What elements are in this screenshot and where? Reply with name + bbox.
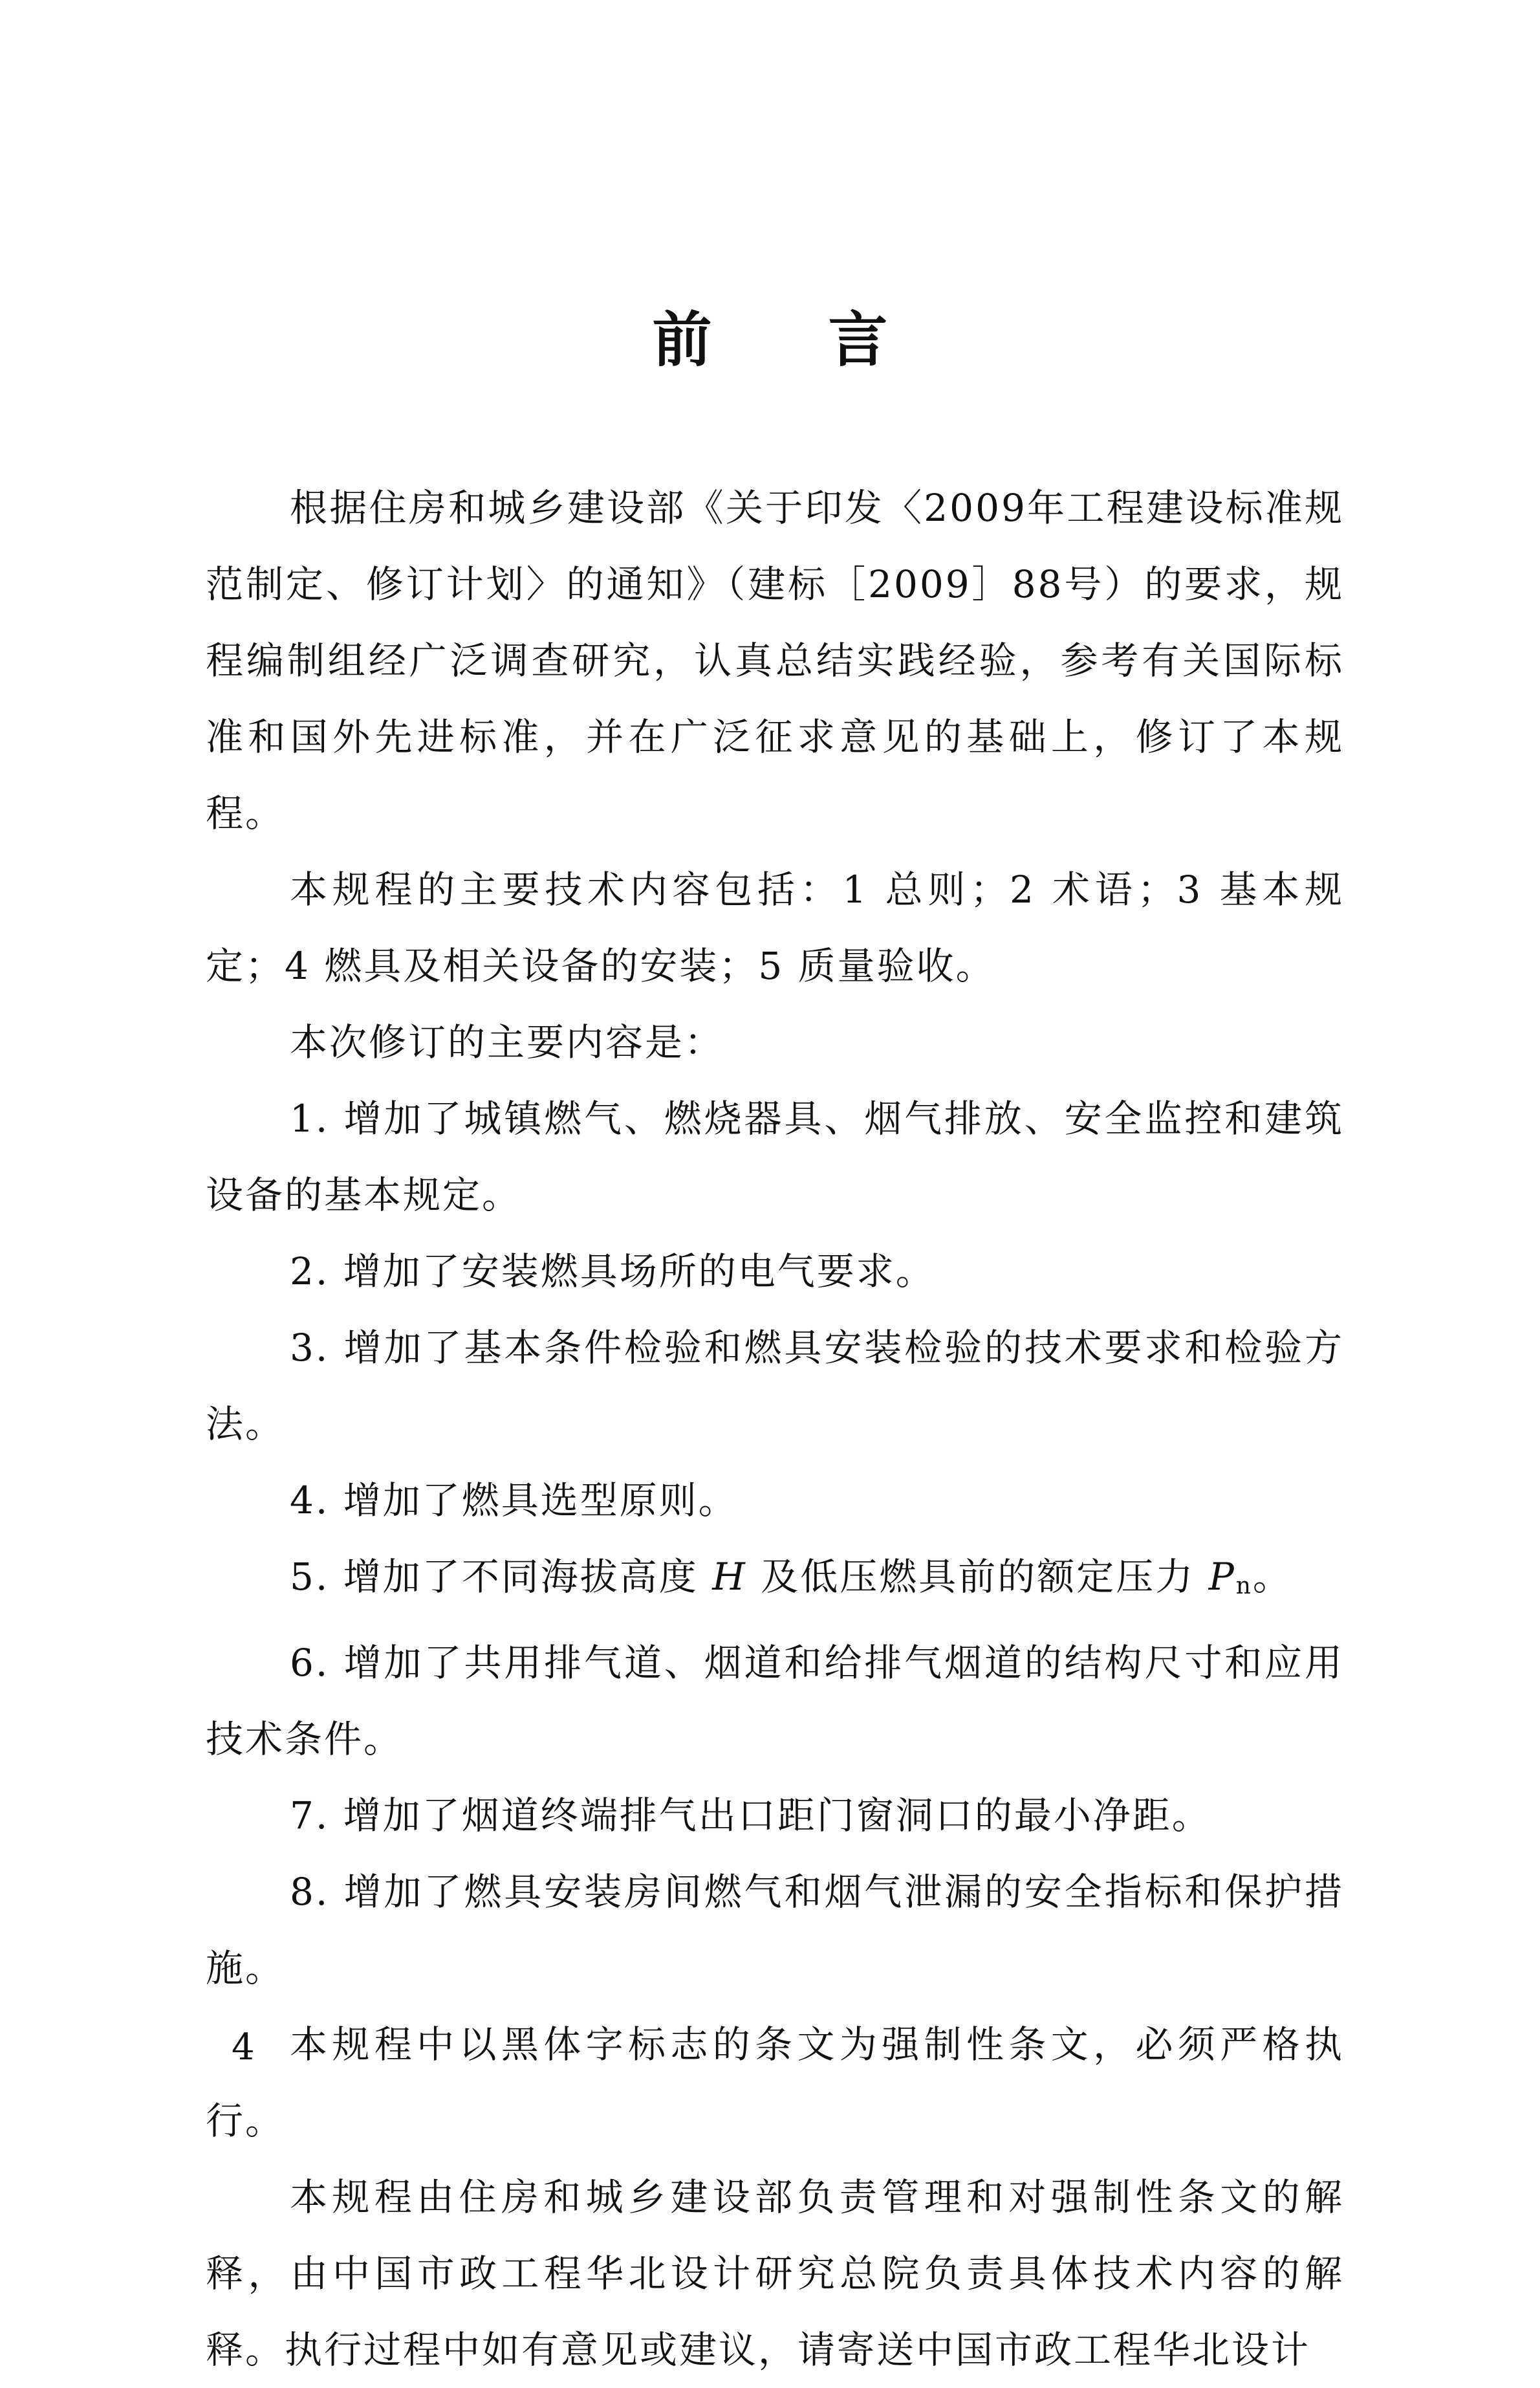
list-item-5 [206, 1539, 1344, 1625]
list-item-4: 4. 增加了燃具选型原则。 [290, 1478, 738, 1522]
paragraph-mandatory: 本规程中以黑体字标志的条文为强制性条文，必须严格执行。 [206, 2022, 1344, 2143]
list-item-5-middle: 及低压燃具前的额定压力 [746, 1555, 1209, 1599]
list-item-2: 2. 增加了安装燃具场所的电气要求。 [290, 1249, 935, 1293]
list-item-7: 7. 增加了烟道终端排气出口距门窗洞口的最小净距。 [290, 1793, 1211, 1837]
list-item-8: 8. 增加了燃具安装房间燃气和烟气泄漏的安全指标和保护措施。 [206, 1870, 1344, 1990]
list-item-1: 1. 增加了城镇燃气、燃烧器具、烟气排放、安全监控和建筑设备的基本规定。 [206, 1097, 1344, 1217]
page-title: 前言 [652, 305, 1004, 375]
paragraph-basis: 根据住房和城乡建设部《关于印发〈2009年工程建设标准规范制定、修订计划〉的通知》（建标［2009］88号）的要求，规程编制组经广泛调查研究，认真总结实践经验，参考有关国际标准和国外先进标准，并在广泛征求意见的基础上，修订了本规程。 [206, 486, 1344, 835]
subscript-n: n [1235, 1573, 1253, 1599]
body-text [206, 470, 1344, 2388]
list-item-5-before: 5. 增加了不同海拔高度 [290, 1555, 713, 1599]
variable-p: P [1208, 1555, 1236, 1599]
variable-h: H [712, 1555, 747, 1599]
list-item-3: 3. 增加了基本条件检验和燃具安装检验的技术要求和检验方法。 [206, 1326, 1344, 1446]
paragraph-revision-intro: 本次修订的主要内容是： [290, 1020, 724, 1064]
list-item-6: 6. 增加了共用排气道、烟道和给排气烟道的结构尺寸和应用技术条件。 [206, 1641, 1344, 1761]
list-item-5-after: 。 [1252, 1555, 1292, 1599]
paragraph-management: 本规程由住房和城乡建设部负责管理和对强制性条文的解释，由中国市政工程华北设计研究总院负责具体技术内容的解释。执行过程中如有意见或建议，请寄送中国市政工程华北设计 [206, 2175, 1344, 2372]
paragraph-main-content: 本规程的主要技术内容包括：1 总则；2 术语；3 基本规定；4 燃具及相关设备的安装；5 质量验收。 [206, 868, 1344, 988]
page-number: 4 [232, 2026, 255, 2068]
